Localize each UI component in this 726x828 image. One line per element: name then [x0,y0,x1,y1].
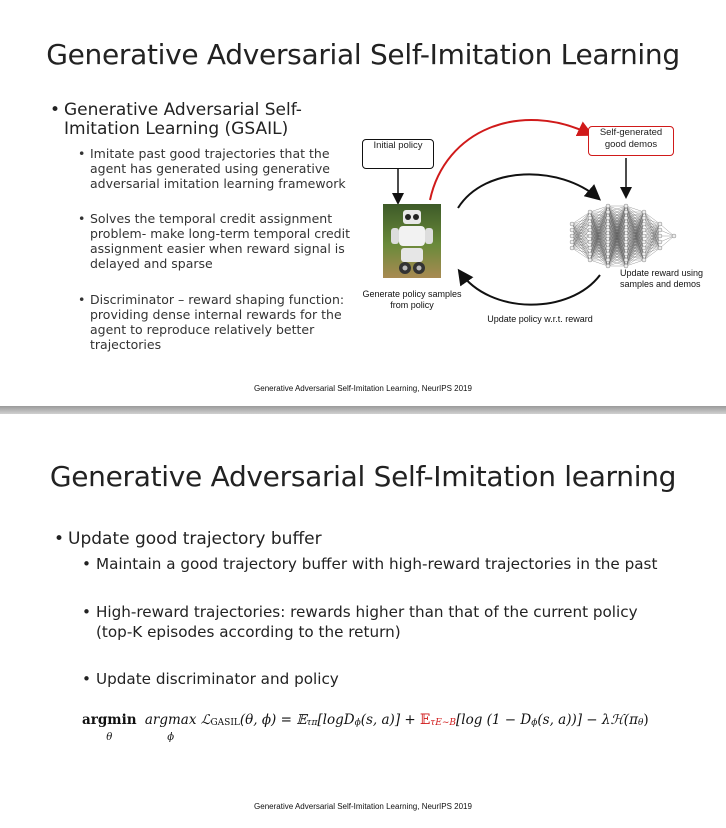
robot-icon [383,204,441,278]
slide-1 [0,0,726,406]
slide-2-subbullet-1: • Maintain a good trajectory buffer with high-reward trajectories in the past [96,554,696,574]
update-reward-label: Update reward using samples and demos [620,268,704,289]
robot-image [383,204,441,278]
top-black-arc [458,174,598,208]
self-generated-label: Self-generated good demos [599,127,663,150]
slide-2-title: Generative Adversarial Self-Imitation learning [49,460,677,493]
neural-network-icon [570,204,676,268]
argmax-text: argmax [144,712,197,728]
slide-divider [0,406,726,414]
pi-sub: θ [637,718,644,728]
slide-2-footer: Generative Adversarial Self-Imitation Learning, NeurIPS 2019 [254,802,472,811]
slide-2-subbullet-3: • Update discriminator and policy [96,669,696,689]
formula-part-6: ) [643,712,649,728]
formula-part-2: [logD [317,712,355,728]
slide-1-title: Generative Adversarial Self-Imitation Learning [46,38,680,71]
loss-symbol: ℒ [200,712,211,728]
diagram-arrows [0,0,726,406]
update-policy-label: Update policy w.r.t. reward [487,314,593,324]
formula-part-4: [log (1 − D [456,712,532,728]
slide-1-subbullet-3: • Discriminator – reward shaping function: providing dense internal rewards for the agent to reproduce relatively better trajectories [90,292,350,352]
generate-samples-label: Generate policy samples from policy [362,289,462,310]
gasil-objective-formula [82,712,649,744]
argmin-term [82,712,137,744]
d-sub: ϕ [354,718,361,728]
slide-2-bullet: • Update good trajectory buffer [68,530,668,549]
argmax-sub: ϕ [167,732,175,743]
slide-2-subbullet-2: • High-reward trajectories: rewards higher than that of the current policy (top-K episodes according to the return) [96,602,676,642]
formula-part-1: (θ, ϕ) = 𝔼 [239,712,307,728]
argmin-sub: θ [106,732,113,743]
slide-1-footer: Generative Adversarial Self-Imitation Learning, NeurIPS 2019 [254,384,472,393]
slide-1-subbullet-1: • Imitate past good trajectories that the agent has generated using generative adversarial imitation learning framework [90,146,350,191]
formula-part-3: (s, a)] + [360,712,420,728]
formula-part-5: (s, a))] − λℋ(π [537,712,638,728]
loss-sub: GASIL [210,718,240,728]
d-sub-2: ϕ [531,718,538,728]
argmin-text: argmin [82,712,137,728]
expert-expectation: 𝔼 [420,712,431,728]
self-generated-box [588,126,674,156]
slide-1-subbullet-2: • Solves the temporal credit assignment problem- make long-term temporal credit assignment easier when reward signal is delayed and sparse [90,211,350,271]
e2-sub: τE∼B [430,718,457,728]
slide-1-bullet: • Generative Adversarial Self-Imitation Learning (GSAIL) [64,101,324,139]
e1-sub: τπ [306,718,318,728]
initial-policy-label: Initial policy [373,140,423,151]
bottom-black-arc [460,272,600,305]
red-arc-arrow [430,120,590,200]
argmax-term [145,712,197,744]
initial-policy-box [362,139,434,169]
slide-2 [0,414,726,828]
